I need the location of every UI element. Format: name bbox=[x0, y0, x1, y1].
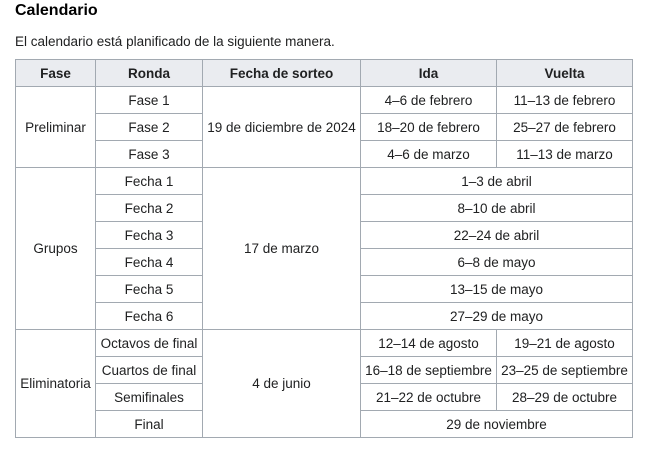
calendar-table bbox=[15, 59, 633, 438]
ronda-cell: Semifinales bbox=[96, 384, 203, 411]
fase-cell-eliminatoria: Eliminatoria bbox=[16, 330, 96, 438]
ronda-cell: Fecha 4 bbox=[96, 249, 203, 276]
vuelta-cell: 11–13 de febrero bbox=[497, 87, 633, 114]
fecha-cell: 6–8 de mayo bbox=[361, 249, 633, 276]
ida-cell: 12–14 de agosto bbox=[361, 330, 497, 357]
vuelta-cell: 25–27 de febrero bbox=[497, 114, 633, 141]
ronda-cell: Octavos de final bbox=[96, 330, 203, 357]
header-fecha-sorteo: Fecha de sorteo bbox=[203, 60, 361, 87]
header-ronda: Ronda bbox=[96, 60, 203, 87]
header-ida: Ida bbox=[361, 60, 497, 87]
ronda-cell: Fecha 5 bbox=[96, 276, 203, 303]
sorteo-cell-preliminar: 19 de diciembre de 2024 bbox=[203, 87, 361, 168]
ronda-cell: Fase 2 bbox=[96, 114, 203, 141]
ida-cell: 21–22 de octubre bbox=[361, 384, 497, 411]
ida-cell: 4–6 de marzo bbox=[361, 141, 497, 168]
intro-text: El calendario está planificado de la siguiente manera. bbox=[15, 34, 335, 49]
ronda-cell: Fecha 3 bbox=[96, 222, 203, 249]
fecha-cell: 22–24 de abril bbox=[361, 222, 633, 249]
ronda-cell: Fecha 2 bbox=[96, 195, 203, 222]
fase-cell-grupos: Grupos bbox=[16, 168, 96, 330]
table-row bbox=[16, 168, 633, 195]
ida-cell: 18–20 de febrero bbox=[361, 114, 497, 141]
sorteo-cell-eliminatoria: 4 de junio bbox=[203, 330, 361, 438]
ronda-cell: Fecha 1 bbox=[96, 168, 203, 195]
sorteo-cell-grupos: 17 de marzo bbox=[203, 168, 361, 330]
fecha-cell: 1–3 de abril bbox=[361, 168, 633, 195]
ida-cell: 16–18 de septiembre bbox=[361, 357, 497, 384]
vuelta-cell: 19–21 de agosto bbox=[497, 330, 633, 357]
ronda-cell: Cuartos de final bbox=[96, 357, 203, 384]
header-vuelta: Vuelta bbox=[497, 60, 633, 87]
ronda-cell: Fecha 6 bbox=[96, 303, 203, 330]
ida-cell: 4–6 de febrero bbox=[361, 87, 497, 114]
vuelta-cell: 28–29 de octubre bbox=[497, 384, 633, 411]
fecha-cell: 27–29 de mayo bbox=[361, 303, 633, 330]
table-row bbox=[16, 330, 633, 357]
header-row bbox=[16, 60, 633, 87]
fecha-cell: 29 de noviembre bbox=[361, 411, 633, 438]
ronda-cell: Final bbox=[96, 411, 203, 438]
fecha-cell: 8–10 de abril bbox=[361, 195, 633, 222]
header-fase: Fase bbox=[16, 60, 96, 87]
vuelta-cell: 23–25 de septiembre bbox=[497, 357, 633, 384]
ronda-cell: Fase 3 bbox=[96, 141, 203, 168]
fase-cell-preliminar: Preliminar bbox=[16, 87, 96, 168]
section-heading: Calendario bbox=[15, 2, 98, 19]
ronda-cell: Fase 1 bbox=[96, 87, 203, 114]
fecha-cell: 13–15 de mayo bbox=[361, 276, 633, 303]
vuelta-cell: 11–13 de marzo bbox=[497, 141, 633, 168]
table-row bbox=[16, 87, 633, 114]
